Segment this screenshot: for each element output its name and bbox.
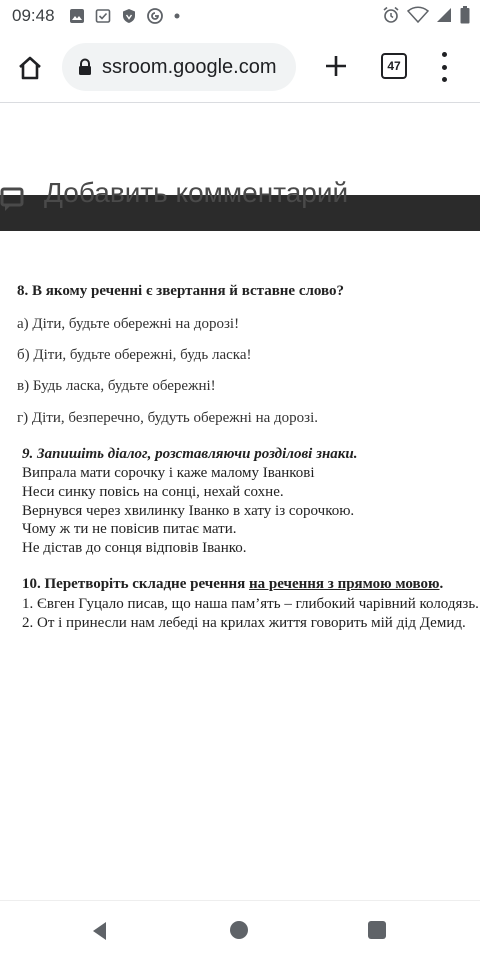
- alarm-icon: [382, 6, 400, 24]
- system-icons: [382, 6, 470, 24]
- sentence-line: 1. Євген Гуцало писав, що наша пам’ять – глибокий чарівний колодязь.: [22, 596, 479, 612]
- lock-icon: [78, 58, 92, 76]
- add-comment-bar[interactable]: [0, 177, 480, 231]
- back-button[interactable]: [90, 921, 110, 946]
- tab-switcher-button[interactable]: [380, 52, 408, 80]
- home-button[interactable]: [14, 52, 46, 84]
- question-8-option: б) Діти, будьте обережні, будь ласка!: [17, 347, 252, 363]
- status-time: 09:48: [12, 6, 55, 25]
- add-comment-label: Добавить комментарий: [44, 177, 349, 208]
- image-icon: [69, 8, 85, 24]
- url-text: ssroom.google.com: [102, 55, 277, 78]
- overflow-menu-button[interactable]: [432, 52, 456, 82]
- question-8-option: а) Діти, будьте обережні на дорозі!: [17, 316, 240, 332]
- menu-dot: [442, 52, 447, 57]
- question-9-title: 9. Запишіть діалог, розставляючи розділові знаки.: [22, 446, 358, 462]
- checkbox-icon: [95, 8, 111, 24]
- back-icon: [90, 921, 110, 941]
- comment-icon: [0, 189, 26, 220]
- question-10-title-start: 10. Перетворіть складне речення: [22, 576, 249, 592]
- home-icon: [16, 54, 44, 82]
- navigation-bar: [0, 900, 480, 961]
- question-8-option: г) Діти, безперечно, будуть обережні на дорозі.: [17, 410, 318, 426]
- wifi-icon: [408, 7, 428, 23]
- browser-toolbar: [0, 32, 480, 103]
- question-10-title-underlined: на речення з прямою мовою: [249, 576, 440, 592]
- address-bar[interactable]: [62, 43, 296, 91]
- sentence-line: 2. От і принесли нам лебеді на крилах життя говорить мій дід Демид.: [22, 615, 466, 631]
- g-icon: [147, 8, 163, 24]
- question-8-title: 8. В якому реченні є звертання й вставне слово?: [17, 283, 345, 299]
- dialog-line: Випрала мати сорочку і каже малому Іванкові: [22, 465, 315, 481]
- question-8-option: в) Будь ласка, будьте обережні!: [17, 378, 216, 394]
- question-10-title-end: .: [439, 576, 444, 592]
- signal-icon: [436, 7, 452, 23]
- plus-icon: [324, 54, 348, 78]
- dialog-line: Неси синку повісь на сонці, нехай сохне.: [22, 484, 284, 500]
- dot-icon: [173, 12, 181, 20]
- new-tab-button[interactable]: [320, 50, 352, 82]
- menu-dot: [442, 65, 447, 70]
- notification-icons: [69, 8, 181, 24]
- dialog-line: Вернувся через хвилинку Іванко в хату із сорочкою.: [22, 503, 355, 519]
- status-bar: [0, 0, 480, 32]
- menu-dot: [442, 77, 447, 82]
- shield-icon: [121, 8, 137, 24]
- home-nav-button[interactable]: [230, 921, 248, 939]
- tab-count: 47: [381, 53, 407, 79]
- dialog-line: Чому ж ти не повісив питає мати.: [22, 521, 237, 537]
- question-10-title: [22, 576, 443, 593]
- battery-icon: [460, 6, 470, 24]
- recents-button[interactable]: [368, 921, 386, 939]
- dialog-line: Не дістав до сонця відповів Іванко.: [22, 540, 247, 556]
